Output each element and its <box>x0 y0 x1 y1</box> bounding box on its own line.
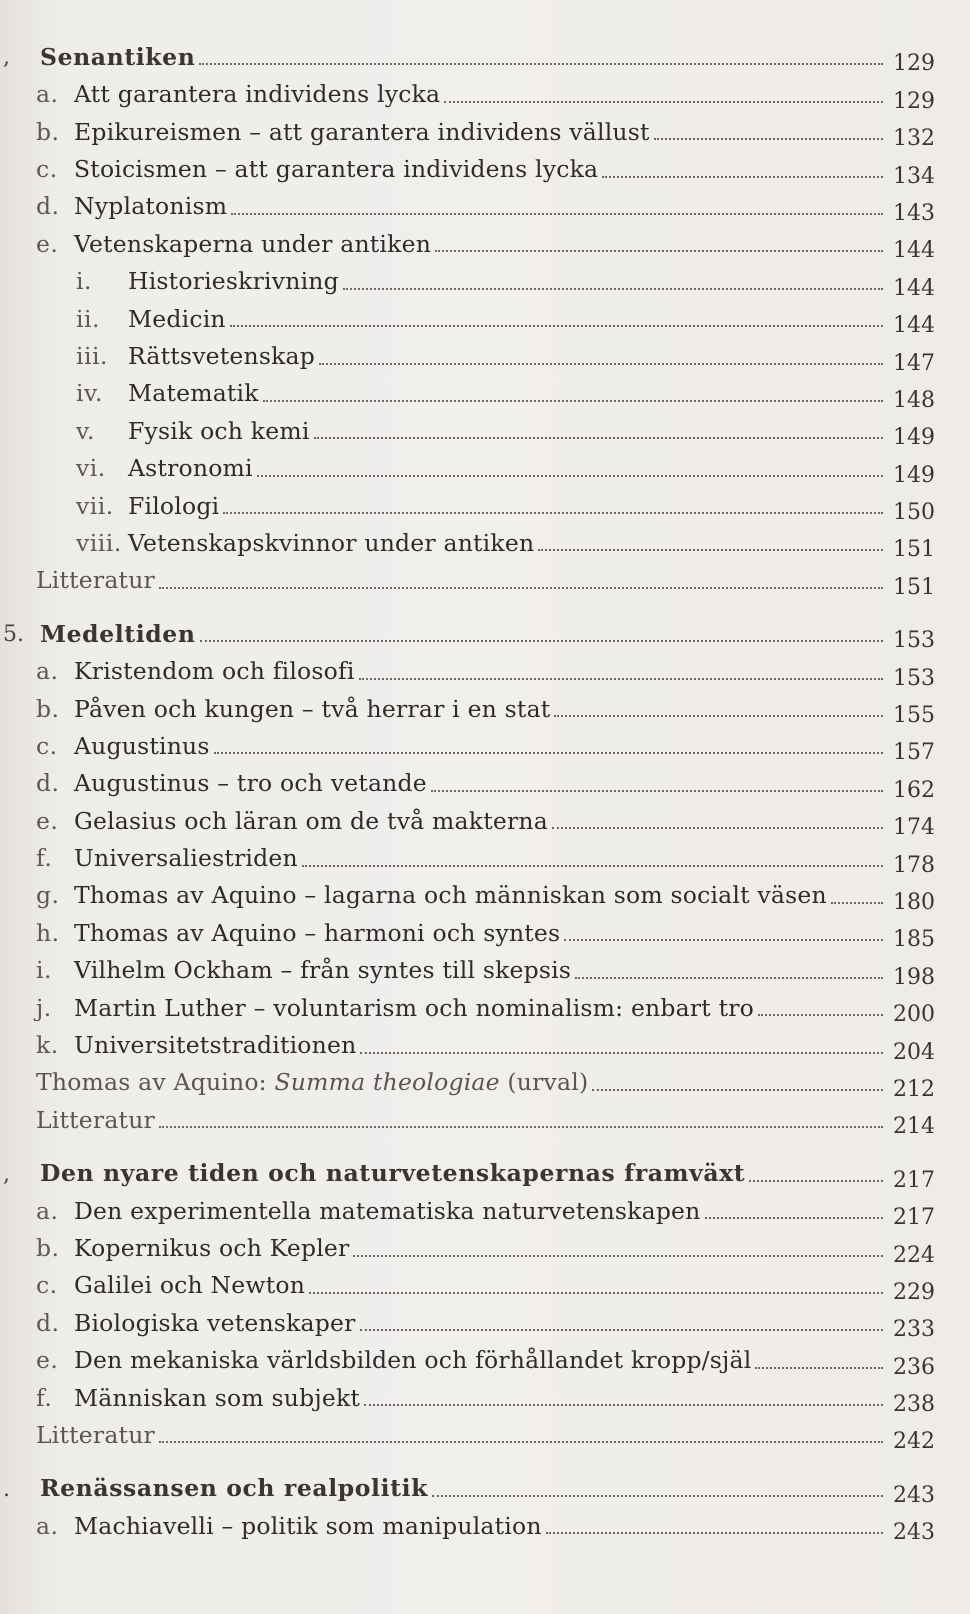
page-number: 153 <box>893 628 935 654</box>
dot-leader <box>360 1328 883 1331</box>
toc-entry[interactable] <box>0 877 935 914</box>
entry-roman-numeral: viii. <box>76 528 122 557</box>
entry-letter: k. <box>36 1031 59 1060</box>
toc-subentry[interactable] <box>0 262 935 299</box>
entry-letter: j. <box>36 993 52 1022</box>
page-number: 150 <box>893 500 935 526</box>
entry-title: Litteratur <box>36 1420 155 1449</box>
page-number: 147 <box>893 350 935 376</box>
entry-title: Matematik <box>128 379 259 408</box>
page-number: 178 <box>893 852 935 878</box>
entry-title: Fysik och kemi <box>128 416 310 445</box>
toc-subentry[interactable] <box>0 375 935 412</box>
entry-title: Astronomi <box>128 454 253 483</box>
entry-roman-numeral: ii. <box>76 304 101 333</box>
toc-entry[interactable] <box>0 188 935 225</box>
page-number: 144 <box>893 238 935 264</box>
dot-leader <box>159 586 883 589</box>
entry-title: Gelasius och läran om de två makterna <box>74 806 548 835</box>
page-number: 149 <box>893 425 935 451</box>
page-number: 242 <box>893 1429 935 1455</box>
page-number: 238 <box>893 1392 935 1418</box>
page-number: 134 <box>893 163 935 189</box>
chapter-title: Senantiken <box>40 42 196 71</box>
entry-letter: d. <box>36 192 60 221</box>
entry-title: Rättsvetenskap <box>128 342 316 371</box>
page-number: 236 <box>893 1354 935 1380</box>
table-of-contents <box>0 38 935 1544</box>
entry-title: Kristendom och filosofi <box>74 657 355 686</box>
page-number: 148 <box>893 387 935 413</box>
page-number: 180 <box>893 889 935 915</box>
page-number: 243 <box>893 1482 935 1508</box>
entry-letter: a. <box>36 657 59 686</box>
toc-subentry[interactable] <box>0 300 935 337</box>
entry-letter: e. <box>36 1346 59 1375</box>
toc-entry[interactable] <box>0 1229 935 1266</box>
page-number: 204 <box>893 1039 935 1065</box>
page-number: 214 <box>893 1114 935 1140</box>
toc-entry-litteratur[interactable] <box>0 561 935 598</box>
toc-entry-litteratur[interactable] <box>0 1101 935 1138</box>
entry-title: Universaliestriden <box>74 844 298 873</box>
entry-letter: e. <box>36 229 59 258</box>
entry-title: Augustinus <box>74 731 210 760</box>
toc-entry[interactable] <box>0 1304 935 1341</box>
page-number: 132 <box>893 126 935 152</box>
page-number: 243 <box>893 1520 935 1546</box>
toc-entry[interactable] <box>0 914 935 951</box>
entry-title: Biologiska vetenskaper <box>74 1308 356 1337</box>
entry-title-italic: Summa theologiae <box>274 1068 500 1097</box>
dot-leader <box>432 1494 883 1497</box>
entry-title: Människan som subjekt <box>74 1383 361 1412</box>
toc-entry[interactable] <box>0 1192 935 1229</box>
chapter-number: . <box>3 1476 10 1502</box>
page-number: 129 <box>893 51 935 77</box>
chapter-gap <box>0 599 935 615</box>
dot-leader <box>444 100 883 103</box>
entry-letter: h. <box>36 918 60 947</box>
entry-title: Nyplatonism <box>74 192 228 221</box>
toc-entry[interactable] <box>0 802 935 839</box>
entry-title: Att garantera individens lycka <box>74 80 441 109</box>
chapter-heading-senantiken[interactable] <box>0 38 935 75</box>
toc-subentry[interactable] <box>0 449 935 486</box>
dot-leader <box>214 751 883 754</box>
entry-letter: g. <box>36 881 60 910</box>
entry-letter: a. <box>36 1196 59 1225</box>
dot-leader <box>554 714 883 717</box>
toc-entry[interactable] <box>0 839 935 876</box>
dot-leader <box>223 511 883 514</box>
dot-leader <box>552 826 883 829</box>
toc-subentry[interactable] <box>0 487 935 524</box>
dot-leader <box>314 436 883 439</box>
chapter-number: , <box>3 45 10 71</box>
chapter-title: Medeltiden <box>40 619 196 648</box>
dot-leader <box>343 287 883 290</box>
dot-leader <box>831 901 883 904</box>
entry-title: Machiavelli – politik som manipulation <box>74 1511 542 1540</box>
dot-leader <box>360 1051 883 1054</box>
toc-entry[interactable] <box>0 690 935 727</box>
entry-letter: e. <box>36 806 59 835</box>
page-number: 144 <box>893 313 935 339</box>
toc-entry[interactable] <box>0 1507 935 1544</box>
entry-letter: d. <box>36 1308 60 1337</box>
dot-leader <box>309 1291 883 1294</box>
dot-leader <box>199 62 883 65</box>
page-number: 151 <box>893 574 935 600</box>
entry-title: Den experimentella matematiska naturvetenskapen <box>74 1196 701 1225</box>
dot-leader <box>353 1254 883 1257</box>
page-number: 217 <box>893 1167 935 1193</box>
entry-letter: c. <box>36 155 58 184</box>
dot-leader <box>602 175 883 178</box>
entry-letter: b. <box>36 694 60 723</box>
entry-roman-numeral: vi. <box>76 454 106 483</box>
entry-title: Epikureismen – att garantera individens vällust <box>74 117 650 146</box>
chapter-gap <box>0 1138 935 1154</box>
entry-roman-numeral: vii. <box>76 491 114 520</box>
entry-title: Vetenskapskvinnor under antiken <box>128 528 535 557</box>
toc-entry[interactable] <box>0 150 935 187</box>
entry-roman-numeral: v. <box>76 416 95 445</box>
toc-entry[interactable] <box>0 113 935 150</box>
toc-entry[interactable] <box>0 989 935 1026</box>
entry-title <box>36 1068 589 1097</box>
page-number: 157 <box>893 740 935 766</box>
chapter-title: Den nyare tiden och naturvetenskapernas framväxt <box>40 1159 746 1188</box>
entry-title: Martin Luther – voluntarism och nominalism: enbart tro <box>74 993 755 1022</box>
entry-title: Kopernikus och Kepler <box>74 1234 350 1262</box>
dot-leader <box>705 1216 883 1219</box>
dot-leader <box>564 938 883 941</box>
entry-title: Påven och kungen – två herrar i en stat <box>74 694 551 723</box>
entry-title-part: (urval) <box>499 1068 589 1097</box>
dot-leader <box>319 362 883 365</box>
toc-entry[interactable] <box>0 652 935 689</box>
entry-letter: b. <box>36 1234 60 1262</box>
dot-leader <box>749 1179 883 1182</box>
chapter-number: , <box>3 1161 10 1187</box>
page-number: 143 <box>893 200 935 226</box>
page-number: 185 <box>893 927 935 953</box>
chapter-gap <box>0 1453 935 1469</box>
entry-title: Thomas av Aquino – harmoni och syntes <box>74 918 561 947</box>
chapter-heading-den-nyare-tiden[interactable] <box>0 1154 935 1191</box>
dot-leader <box>575 976 883 979</box>
page-number: 174 <box>893 815 935 841</box>
entry-title: Litteratur <box>36 1105 155 1134</box>
entry-letter: f. <box>36 844 53 873</box>
dot-leader <box>231 212 883 215</box>
page-number: 229 <box>893 1279 935 1305</box>
page-number: 149 <box>893 462 935 488</box>
entry-letter: i. <box>36 956 52 985</box>
entry-title: Vetenskaperna under antiken <box>74 229 432 258</box>
toc-entry-summa-theologiae[interactable] <box>0 1064 935 1101</box>
toc-subentry[interactable] <box>0 412 935 449</box>
entry-letter: b. <box>36 117 60 146</box>
entry-title: Historieskrivning <box>128 267 339 296</box>
page-number: 200 <box>893 1002 935 1028</box>
chapter-number: 5. <box>3 622 24 648</box>
dot-leader <box>302 864 883 867</box>
dot-leader <box>359 677 883 680</box>
dot-leader <box>755 1366 883 1369</box>
dot-leader <box>159 1125 883 1128</box>
entry-title: Den mekaniska världsbilden och förhållandet kropp/själ <box>74 1346 752 1375</box>
entry-letter: c. <box>36 731 58 760</box>
toc-entry[interactable] <box>0 1026 935 1063</box>
page-number: 144 <box>893 275 935 301</box>
dot-leader <box>159 1440 883 1443</box>
dot-leader <box>230 324 883 327</box>
dot-leader <box>257 474 883 477</box>
dot-leader <box>263 399 883 402</box>
toc-entry[interactable] <box>0 225 935 262</box>
page-number: 162 <box>893 777 935 803</box>
dot-leader <box>758 1013 883 1016</box>
page-number: 217 <box>893 1205 935 1231</box>
toc-entry[interactable] <box>0 75 935 112</box>
entry-roman-numeral: iii. <box>76 342 109 371</box>
entry-title: Litteratur <box>36 566 155 595</box>
page-number: 129 <box>893 88 935 114</box>
toc-entry[interactable] <box>0 1379 935 1416</box>
entry-title: Medicin <box>128 304 226 333</box>
entry-letter: f. <box>36 1383 53 1412</box>
dot-leader <box>654 137 883 140</box>
dot-leader <box>431 789 883 792</box>
entry-title: Filologi <box>128 491 220 520</box>
toc-entry-litteratur[interactable] <box>0 1416 935 1453</box>
entry-roman-numeral: i. <box>76 267 92 296</box>
dot-leader <box>546 1531 883 1534</box>
entry-title: Augustinus – tro och vetande <box>74 769 427 798</box>
dot-leader <box>435 249 883 252</box>
toc-subentry[interactable] <box>0 524 935 561</box>
entry-letter: d. <box>36 769 60 798</box>
dot-leader <box>364 1403 883 1406</box>
dot-leader <box>200 639 883 642</box>
page-number: 155 <box>893 703 935 729</box>
entry-letter: a. <box>36 80 59 109</box>
toc-entry[interactable] <box>0 1267 935 1304</box>
chapter-title: Renässansen och realpolitik <box>40 1474 428 1503</box>
dot-leader <box>592 1088 883 1091</box>
entry-title: Galilei och Newton <box>74 1271 306 1300</box>
dot-leader <box>538 548 883 551</box>
page-number: 224 <box>893 1242 935 1268</box>
entry-title-part: Thomas av Aquino: <box>36 1068 275 1097</box>
toc-entry[interactable] <box>0 764 935 801</box>
entry-title: Universitetstraditionen <box>74 1031 357 1060</box>
entry-roman-numeral: iv. <box>76 379 103 408</box>
entry-title: Vilhelm Ockham – från syntes till skepsis <box>74 956 572 985</box>
entry-title: Stoicismen – att garantera individens lycka <box>74 155 599 184</box>
entry-letter: c. <box>36 1271 58 1300</box>
chapter-heading-renassansen[interactable] <box>0 1469 935 1506</box>
page-number: 151 <box>893 537 935 563</box>
toc-entry[interactable] <box>0 1341 935 1378</box>
toc-entry[interactable] <box>0 951 935 988</box>
toc-entry[interactable] <box>0 727 935 764</box>
page-number: 212 <box>893 1076 935 1102</box>
entry-title: Thomas av Aquino – lagarna och människan som socialt väsen <box>74 881 827 910</box>
toc-subentry[interactable] <box>0 337 935 374</box>
page-number: 233 <box>893 1317 935 1343</box>
page-number: 198 <box>893 964 935 990</box>
entry-letter: a. <box>36 1511 59 1540</box>
page-number: 153 <box>893 665 935 691</box>
chapter-heading-medeltiden[interactable] <box>0 615 935 652</box>
